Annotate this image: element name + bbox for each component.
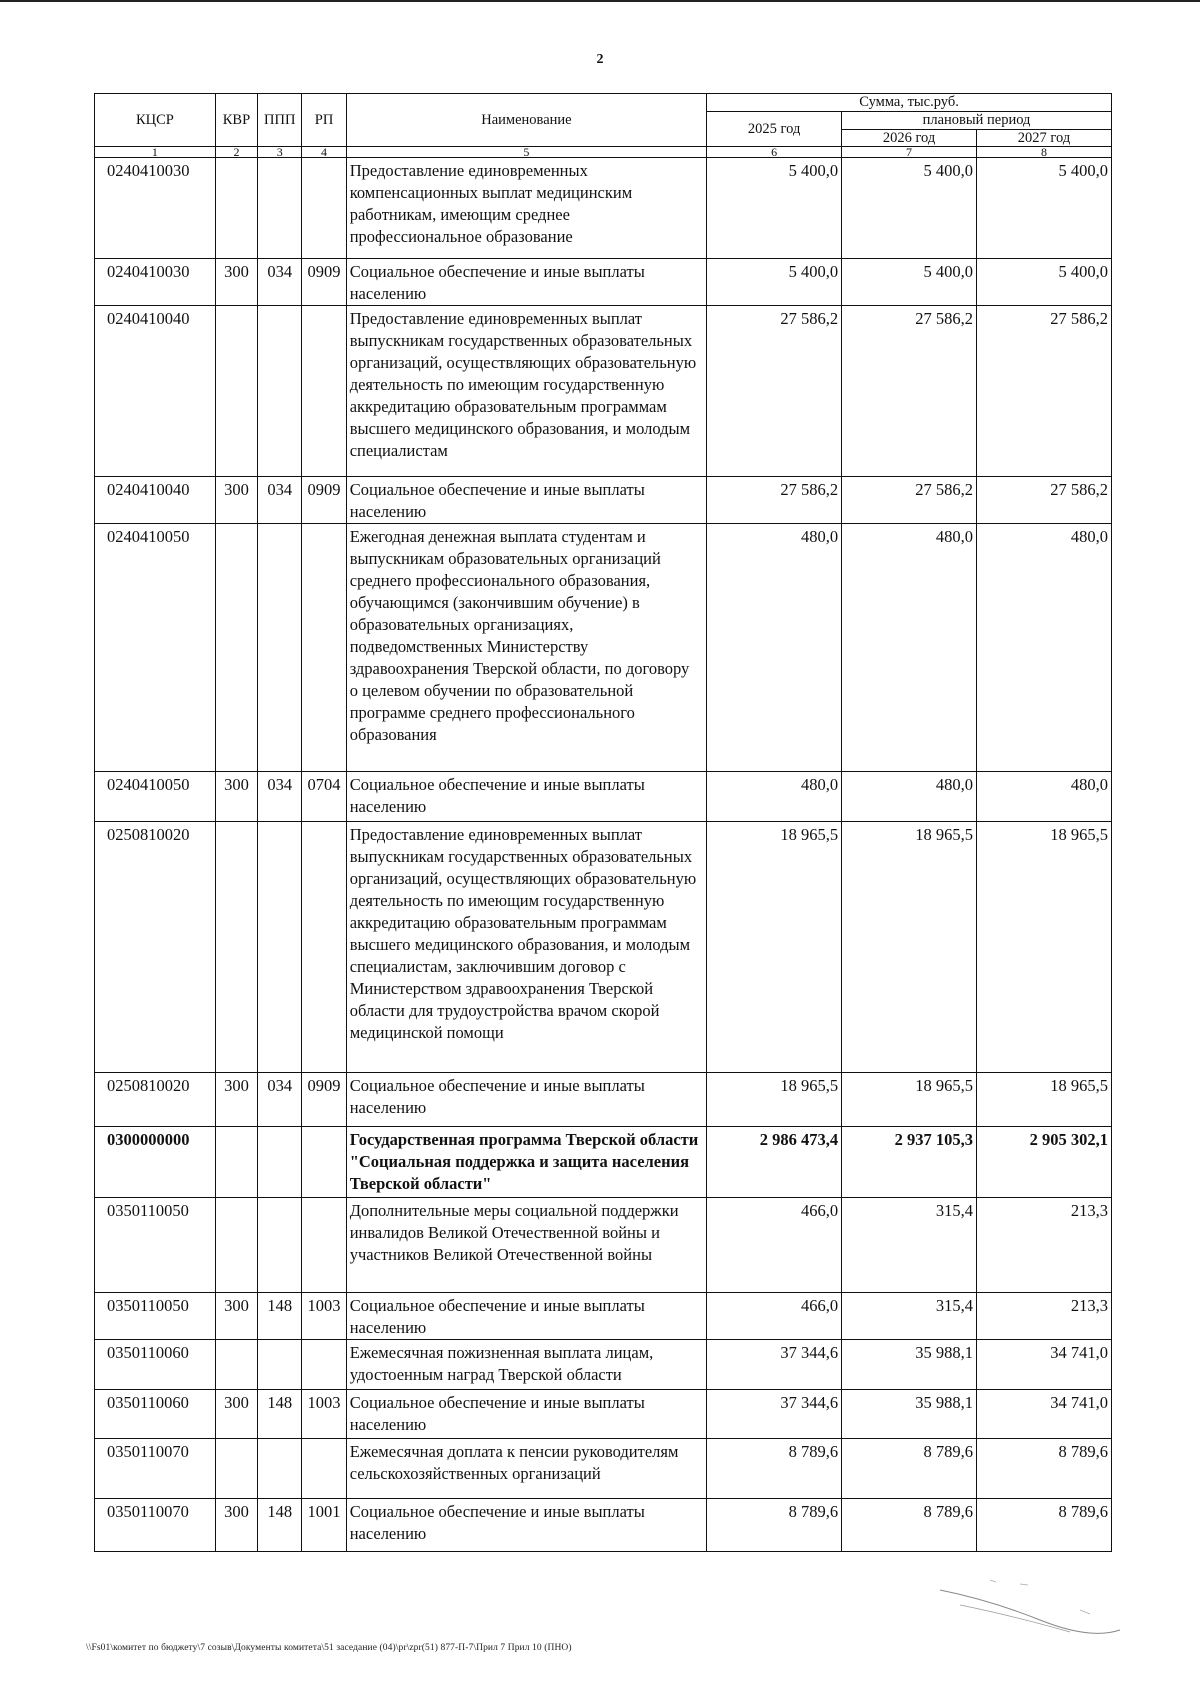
header-sum: Сумма, тыс.руб. xyxy=(707,94,1112,112)
rp-cell: 0909 xyxy=(302,259,346,306)
kcsr-cell: 0350110060 xyxy=(95,1340,216,1390)
amount-2027-cell: 27 586,2 xyxy=(977,477,1112,524)
ppp-cell xyxy=(258,306,302,477)
header-ppp: ППП xyxy=(258,94,302,147)
ppp-cell: 034 xyxy=(258,477,302,524)
column-number: 4 xyxy=(302,147,346,158)
amount-2027-cell: 8 789,6 xyxy=(977,1439,1112,1499)
amount-2027-cell: 27 586,2 xyxy=(977,306,1112,477)
kvr-cell xyxy=(215,306,257,477)
rp-cell: 0909 xyxy=(302,1073,346,1127)
kcsr-cell: 0240410040 xyxy=(95,477,216,524)
kvr-cell xyxy=(215,1198,257,1293)
amount-2025-cell: 8 789,6 xyxy=(707,1439,842,1499)
column-number: 5 xyxy=(346,147,706,158)
amount-2025-cell: 18 965,5 xyxy=(707,822,842,1073)
amount-2026-cell: 5 400,0 xyxy=(842,259,977,306)
amount-2027-cell: 5 400,0 xyxy=(977,158,1112,259)
amount-2025-cell: 480,0 xyxy=(707,772,842,822)
amount-2026-cell: 18 965,5 xyxy=(842,822,977,1073)
page-number: 2 xyxy=(596,52,604,67)
kvr-cell xyxy=(215,822,257,1073)
amount-2026-cell: 480,0 xyxy=(842,772,977,822)
rp-cell: 1001 xyxy=(302,1499,346,1552)
table-row xyxy=(95,1293,1112,1340)
amount-2026-cell: 315,4 xyxy=(842,1293,977,1340)
kcsr-cell: 0300000000 xyxy=(95,1127,216,1198)
ppp-cell xyxy=(258,1127,302,1198)
table-header xyxy=(95,94,1112,158)
column-number: 8 xyxy=(977,147,1112,158)
kcsr-cell: 0350110050 xyxy=(95,1293,216,1340)
kcsr-cell: 0350110060 xyxy=(95,1390,216,1439)
amount-2025-cell: 27 586,2 xyxy=(707,306,842,477)
amount-2026-cell: 8 789,6 xyxy=(842,1439,977,1499)
amount-2026-cell: 18 965,5 xyxy=(842,1073,977,1127)
kvr-cell: 300 xyxy=(215,1073,257,1127)
table-row xyxy=(95,822,1112,1073)
table-row xyxy=(95,1127,1112,1198)
table-row xyxy=(95,524,1112,772)
kvr-cell: 300 xyxy=(215,259,257,306)
rp-cell: 1003 xyxy=(302,1293,346,1340)
kcsr-cell: 0240410040 xyxy=(95,306,216,477)
table-row xyxy=(95,1073,1112,1127)
table-row xyxy=(95,1340,1112,1390)
kvr-cell: 300 xyxy=(215,772,257,822)
name-cell: Ежемесячная пожизненная выплата лицам, удостоенным наград Тверской области xyxy=(346,1340,706,1390)
amount-2025-cell: 466,0 xyxy=(707,1198,842,1293)
amount-2027-cell: 213,3 xyxy=(977,1293,1112,1340)
name-cell: Социальное обеспечение и иные выплаты населению xyxy=(346,1293,706,1340)
column-number: 6 xyxy=(707,147,842,158)
amount-2026-cell: 8 789,6 xyxy=(842,1499,977,1552)
ppp-cell xyxy=(258,158,302,259)
ppp-cell: 034 xyxy=(258,772,302,822)
amount-2026-cell: 480,0 xyxy=(842,524,977,772)
ppp-cell: 148 xyxy=(258,1499,302,1552)
table-row xyxy=(95,259,1112,306)
rp-cell: 1003 xyxy=(302,1390,346,1439)
kcsr-cell: 0240410030 xyxy=(95,259,216,306)
name-cell: Социальное обеспечение и иные выплаты населению xyxy=(346,1390,706,1439)
kcsr-cell: 0240410030 xyxy=(95,158,216,259)
amount-2025-cell: 5 400,0 xyxy=(707,158,842,259)
amount-2026-cell: 27 586,2 xyxy=(842,306,977,477)
header-name: Наименование xyxy=(346,94,706,147)
kvr-cell: 300 xyxy=(215,1499,257,1552)
kcsr-cell: 0350110050 xyxy=(95,1198,216,1293)
amount-2027-cell: 480,0 xyxy=(977,524,1112,772)
page-top-border xyxy=(0,0,1200,2)
name-cell: Дополнительные меры социальной поддержки инвалидов Великой Отечественной войны и участников Великой Отечественной войны xyxy=(346,1198,706,1293)
header-plan-period: плановый период xyxy=(842,112,1112,130)
table-row xyxy=(95,1439,1112,1499)
kcsr-cell: 0240410050 xyxy=(95,772,216,822)
table-row xyxy=(95,1198,1112,1293)
amount-2025-cell: 2 986 473,4 xyxy=(707,1127,842,1198)
ppp-cell: 034 xyxy=(258,259,302,306)
table-row xyxy=(95,1499,1112,1552)
amount-2025-cell: 18 965,5 xyxy=(707,1073,842,1127)
rp-cell xyxy=(302,1439,346,1499)
name-cell: Социальное обеспечение и иные выплаты населению xyxy=(346,259,706,306)
name-cell: Ежегодная денежная выплата студентам и выпускникам образовательных организаций среднего профессионального образования, обучающимся (закончившим обучение) в образовательных организациях, подведомственных Министерству здравоохранения Тверской области, по договору о целевом обучении по образовательной программе среднего профессионального образования xyxy=(346,524,706,772)
amount-2027-cell: 5 400,0 xyxy=(977,259,1112,306)
kvr-cell: 300 xyxy=(215,477,257,524)
file-path-footer: \\Fs01\комитет по бюджету\7 созыв\Документы комитета\51 заседание (04)\pr\zpr(51) 877-П-7\Прил 7 Прил 10 (ПНО) xyxy=(86,1643,572,1653)
header-kcsr: КЦСР xyxy=(95,94,216,147)
name-cell: Социальное обеспечение и иные выплаты населению xyxy=(346,1499,706,1552)
ppp-cell xyxy=(258,822,302,1073)
table-row xyxy=(95,1390,1112,1439)
amount-2025-cell: 466,0 xyxy=(707,1293,842,1340)
rp-cell xyxy=(302,822,346,1073)
ppp-cell xyxy=(258,524,302,772)
kcsr-cell: 0350110070 xyxy=(95,1439,216,1499)
kvr-cell xyxy=(215,158,257,259)
column-number: 7 xyxy=(842,147,977,158)
table-row xyxy=(95,158,1112,259)
kcsr-cell: 0350110070 xyxy=(95,1499,216,1552)
amount-2025-cell: 37 344,6 xyxy=(707,1340,842,1390)
amount-2027-cell: 2 905 302,1 xyxy=(977,1127,1112,1198)
table-row xyxy=(95,772,1112,822)
name-cell: Социальное обеспечение и иные выплаты населению xyxy=(346,1073,706,1127)
header-kvr: КВР xyxy=(215,94,257,147)
amount-2026-cell: 35 988,1 xyxy=(842,1390,977,1439)
amount-2026-cell: 27 586,2 xyxy=(842,477,977,524)
ppp-cell: 148 xyxy=(258,1293,302,1340)
kvr-cell xyxy=(215,1127,257,1198)
rp-cell xyxy=(302,306,346,477)
name-cell: Предоставление единовременных выплат выпускникам государственных образовательных организаций, осуществляющих образовательную деятельность по имеющим государственную аккредитацию образовательным программам высшего медицинского образования, и молодым специалистам xyxy=(346,306,706,477)
amount-2025-cell: 27 586,2 xyxy=(707,477,842,524)
kvr-cell: 300 xyxy=(215,1293,257,1340)
kvr-cell xyxy=(215,1439,257,1499)
amount-2026-cell: 35 988,1 xyxy=(842,1340,977,1390)
table-body xyxy=(95,158,1112,1552)
table-row xyxy=(95,306,1112,477)
rp-cell: 0704 xyxy=(302,772,346,822)
header-column-numbers xyxy=(95,147,1112,158)
name-cell: Социальное обеспечение и иные выплаты населению xyxy=(346,772,706,822)
name-cell: Социальное обеспечение и иные выплаты населению xyxy=(346,477,706,524)
rp-cell xyxy=(302,1340,346,1390)
ppp-cell: 034 xyxy=(258,1073,302,1127)
name-cell: Ежемесячная доплата к пенсии руководителям сельскохозяйственных организаций xyxy=(346,1439,706,1499)
kcsr-cell: 0250810020 xyxy=(95,1073,216,1127)
rp-cell xyxy=(302,1127,346,1198)
header-year-2025: 2025 год xyxy=(707,112,842,147)
scan-marks xyxy=(930,1570,1130,1650)
column-number: 3 xyxy=(258,147,302,158)
ppp-cell xyxy=(258,1198,302,1293)
name-cell: Предоставление единовременных компенсационных выплат медицинским работникам, имеющим среднее профессиональное образование xyxy=(346,158,706,259)
amount-2027-cell: 213,3 xyxy=(977,1198,1112,1293)
header-rp: РП xyxy=(302,94,346,147)
amount-2025-cell: 5 400,0 xyxy=(707,259,842,306)
rp-cell xyxy=(302,1198,346,1293)
kcsr-cell: 0250810020 xyxy=(95,822,216,1073)
amount-2027-cell: 34 741,0 xyxy=(977,1340,1112,1390)
header-year-2027: 2027 год xyxy=(977,130,1112,147)
kcsr-cell: 0240410050 xyxy=(95,524,216,772)
ppp-cell xyxy=(258,1340,302,1390)
amount-2027-cell: 18 965,5 xyxy=(977,1073,1112,1127)
amount-2025-cell: 480,0 xyxy=(707,524,842,772)
rp-cell xyxy=(302,524,346,772)
amount-2027-cell: 34 741,0 xyxy=(977,1390,1112,1439)
name-cell: Государственная программа Тверской области "Социальная поддержка и защита населения Тверской области" xyxy=(346,1127,706,1198)
amount-2026-cell: 5 400,0 xyxy=(842,158,977,259)
rp-cell xyxy=(302,158,346,259)
amount-2026-cell: 2 937 105,3 xyxy=(842,1127,977,1198)
name-cell: Предоставление единовременных выплат выпускникам государственных образовательных организаций, осуществляющих образовательную деятельность по имеющим государственную аккредитацию образовательным программам высшего медицинского образования, и молодым специалистам, заключившим договор с Министерством здравоохранения Тверской области для трудоустройства врачом скорой медицинской помощи xyxy=(346,822,706,1073)
amount-2027-cell: 480,0 xyxy=(977,772,1112,822)
header-year-2026: 2026 год xyxy=(842,130,977,147)
amount-2027-cell: 8 789,6 xyxy=(977,1499,1112,1552)
amount-2025-cell: 8 789,6 xyxy=(707,1499,842,1552)
rp-cell: 0909 xyxy=(302,477,346,524)
kvr-cell: 300 xyxy=(215,1390,257,1439)
ppp-cell xyxy=(258,1439,302,1499)
amount-2026-cell: 315,4 xyxy=(842,1198,977,1293)
amount-2027-cell: 18 965,5 xyxy=(977,822,1112,1073)
budget-table xyxy=(94,93,1112,1552)
kvr-cell xyxy=(215,1340,257,1390)
amount-2025-cell: 37 344,6 xyxy=(707,1390,842,1439)
column-number: 1 xyxy=(95,147,216,158)
table-row xyxy=(95,477,1112,524)
kvr-cell xyxy=(215,524,257,772)
ppp-cell: 148 xyxy=(258,1390,302,1439)
column-number: 2 xyxy=(215,147,257,158)
